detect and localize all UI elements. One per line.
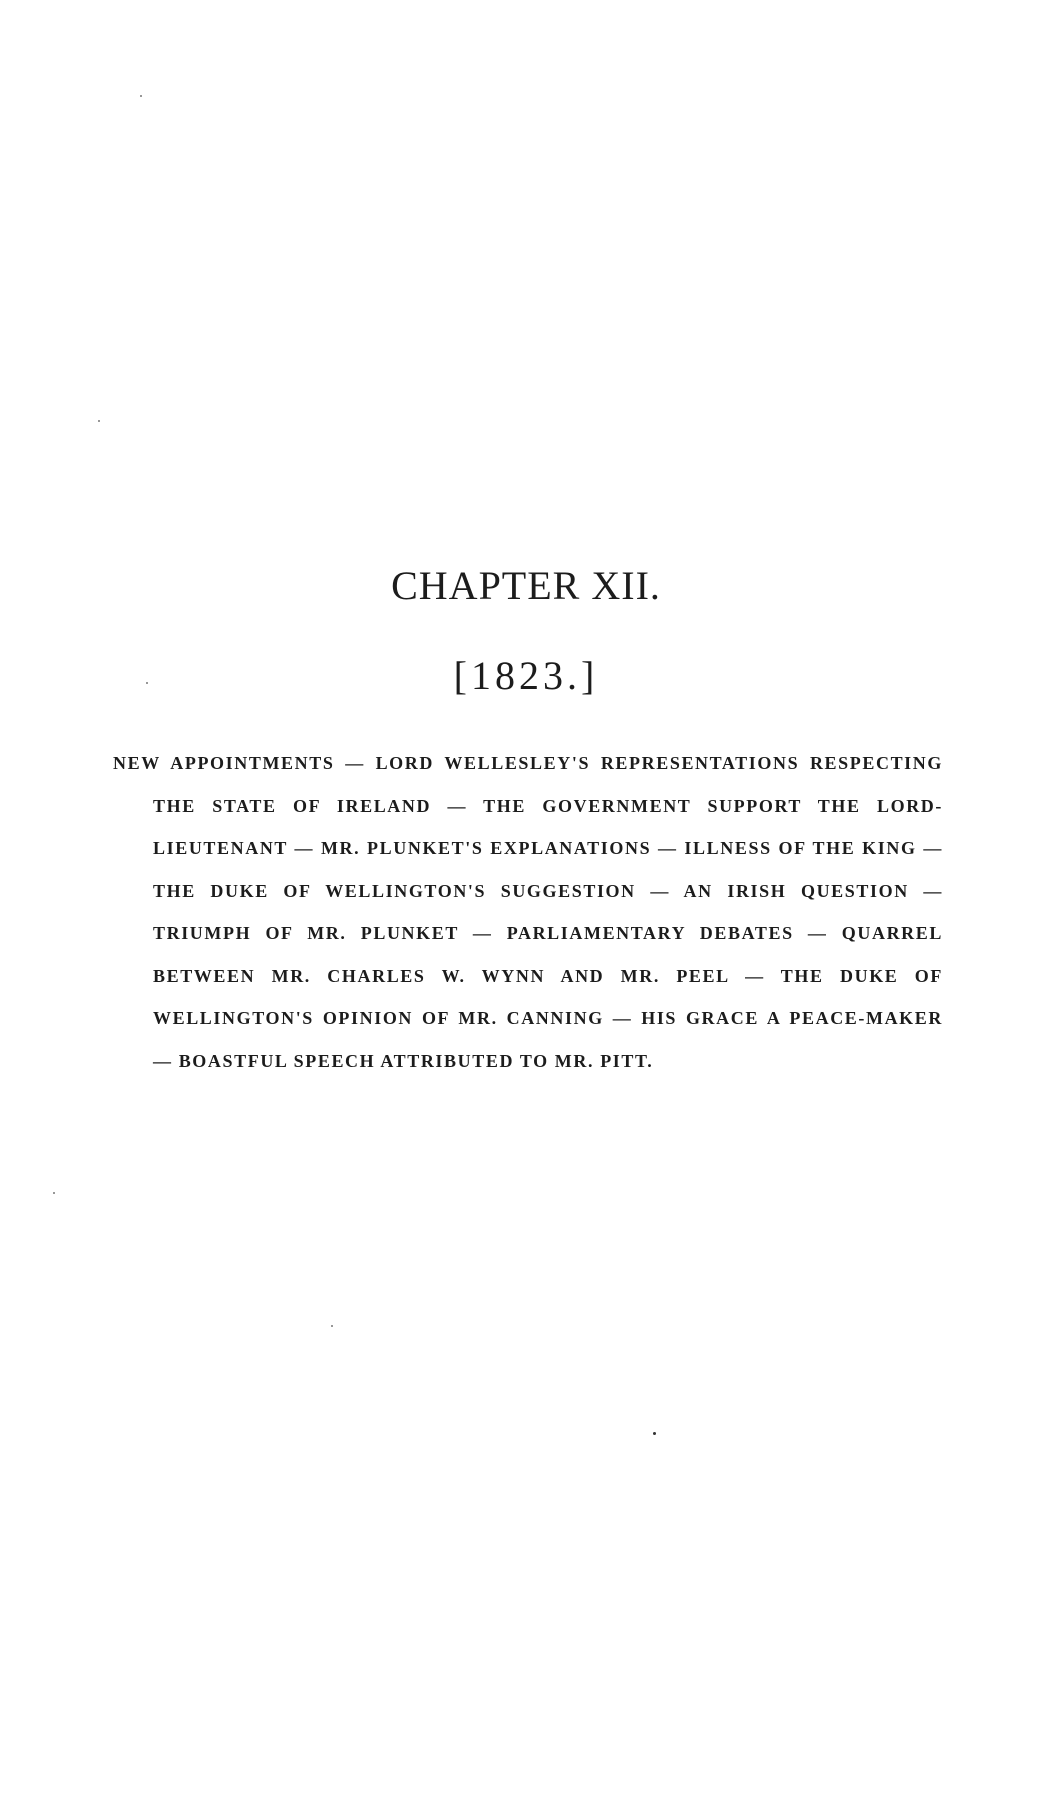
scan-speck: [140, 95, 142, 97]
chapter-year: [1823.]: [453, 653, 599, 698]
scan-speck: [653, 1432, 656, 1435]
scan-speck: [98, 420, 100, 422]
chapter-heading: CHAPTER XII.: [391, 563, 661, 608]
scan-speck: [331, 1325, 333, 1327]
chapter-summary: NEW APPOINTMENTS — LORD WELLESLEY'S REPRESENTATIONS RESPECTING THE STATE OF IRELAND — THE GOVERNMENT SUPPORT THE LORD-LIEUTENANT — MR. PLUNKET'S EXPLANATIONS — ILLNESS OF THE KING — THE DUKE OF WELLINGTON'S SUGGESTION — AN IRISH QUESTION — TRIUMPH OF MR. PLUNKET — PARLIAMENTARY DEBATES — QUARREL BETWEEN MR. CHARLES W. WYNN AND MR. PEEL — THE DUKE OF WELLINGTON'S OPINION OF MR. CANNING — HIS GRACE A PEACE-MAKER — BOASTFUL SPEECH ATTRIBUTED TO MR. PITT.: [113, 753, 943, 1071]
scan-speck: [146, 682, 148, 684]
scan-speck: [53, 1192, 55, 1194]
